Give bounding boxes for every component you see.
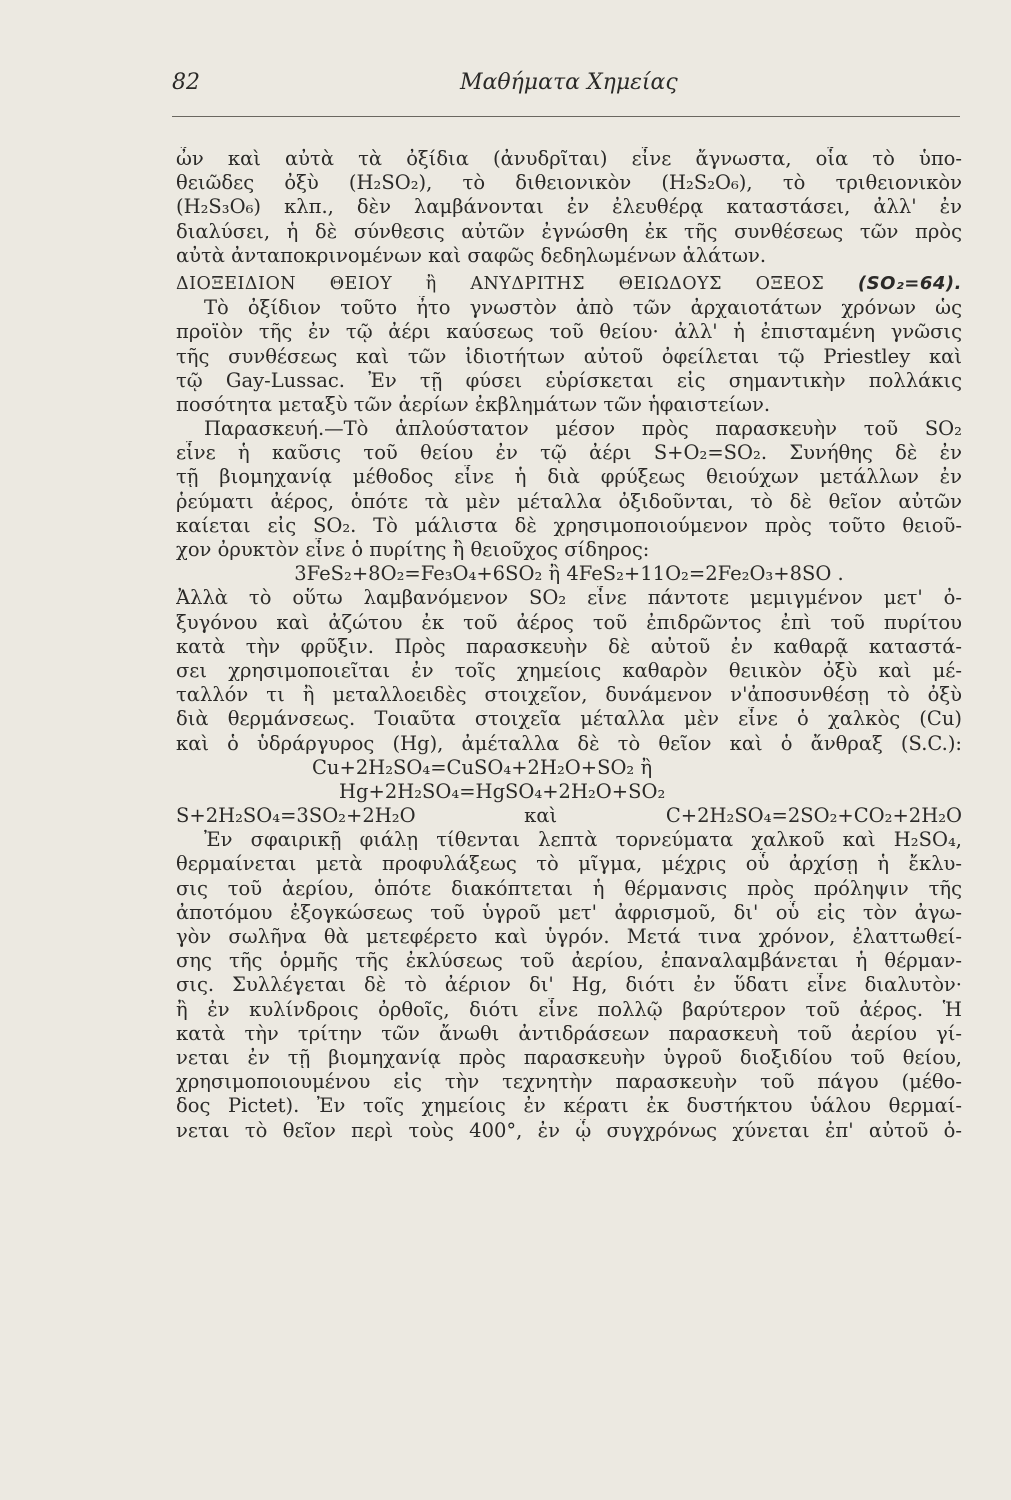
chemical-equation: 3FeS₂+8O₂=Fe₃O₄+6SO₂ ἢ 4FeS₂+11O₂=2Fe₂O₃+8SO .: [294, 562, 844, 586]
text-line: καίεται εἰς SO₂. Τὸ μάλιστα δὲ χρησιμοποιούμενον πρὸς τοῦτο θειοῦ-: [176, 513, 962, 537]
section-heading-formula: (SO₂=64).: [857, 272, 962, 294]
text-line: τῆς συνθέσεως καὶ τῶν ἰδιοτήτων αὐτοῦ ὀφείλεται τῷ Priestley καὶ: [176, 344, 962, 368]
chemical-equation: Hg+2H₂SO₄=HgSO₄+2H₂O+SO₂: [339, 779, 666, 803]
text-line: Τὸ ὀξίδιον τοῦτο ἦτο γνωστὸν ἀπὸ τῶν ἀρχαιοτάτων χρόνων ὡς: [204, 296, 962, 320]
section-heading-title: ΔΙΟΞΕΙΔΙΟΝ ΘΕΙΟΥ ἢ ΑΝΥΔΡΙΤΗΣ ΘΕΙΩΔΟΥΣ ΟΞΕΟΣ: [176, 273, 825, 294]
running-title: Μαθήματα Χημείας: [460, 70, 678, 95]
text-line: ὦν καὶ αὐτὰ τὰ ὀξίδια (ἀνυδρῖται) εἶνε ἄγνωστα, οἷα τὸ ὑπο-: [176, 147, 962, 170]
text-line: Ἐν σφαιρικῇ φιάλῃ τίθενται λεπτὰ τορνεύματα χαλκοῦ καὶ H₂SO₄,: [204, 828, 962, 852]
text-line: νεται ἐν τῇ βιομηχανίᾳ πρὸς παρασκευὴν ὑγροῦ διοξιδίου τοῦ θείου,: [176, 1045, 962, 1069]
text-line: διὰ θερμάνσεως. Τοιαῦτα στοιχεῖα μέταλλα μὲν εἶνε ὁ χαλκὸς (Cu): [176, 707, 962, 731]
text-line: γὸν σωλῆνα θὰ μετεφέρετο καὶ ὑγρόν. Μετά τινα χρόνον, ἐλαττωθεί-: [176, 925, 962, 948]
section-heading: [176, 272, 962, 296]
text-line: εἶνε ἡ καῦσις τοῦ θείου ἐν τῷ ἀέρι S+O₂=SO₂. Συνήθης δὲ ἐν: [176, 441, 962, 465]
text-line: νεται τὸ θεῖον περὶ τοὺς 400°, ἐν ᾧ συγχρόνως χύνεται ἐπ' αὐτοῦ ὀ-: [176, 1118, 962, 1142]
text-line: κατὰ τὴν φρῦξιν. Πρὸς παρασκευὴν δὲ αὐτοῦ ἐν καθαρᾷ καταστά-: [176, 634, 962, 658]
text-line: Ἀλλὰ τὸ οὕτω λαμβανόμενον SO₂ εἶνε πάντοτε μεμιγμένον μετ' ὀ-: [176, 586, 962, 610]
text-line: χον ὀρυκτὸν εἶνε ὁ πυρίτης ἢ θειοῦχος σίδηρος:: [176, 538, 650, 561]
text-line: καὶ ὁ ὑδράργυρος (Hg), ἀμέταλλα δὲ τὸ θεῖον καὶ ὁ ἄνθραξ (S.C.):: [176, 731, 962, 755]
text-line: κατὰ τὴν τρίτην τῶν ἄνωθι ἀντιδράσεων παρασκευὴ τοῦ ἀερίου γί-: [176, 1021, 962, 1045]
text-line: αὐτὰ ἀνταποκρινομένων καὶ σαφῶς δεδηλωμένων ἁλάτων.: [176, 243, 767, 267]
text-line: σις. Συλλέγεται δὲ τὸ ἀέριον δι' Hg, διότι ἐν ὕδατι εἶνε διαλυτὸν·: [176, 973, 962, 997]
text-line: τῷ Gay-Lussac. Ἐν τῇ φύσει εὑρίσκεται εἰς σημαντικὴν πολλάκις: [176, 368, 962, 392]
text-line: τῇ βιομηχανίᾳ μέθοδος εἶνε ἡ διὰ φρύξεως θειούχων μετάλλων ἐν: [176, 465, 962, 489]
text-line: θερμαίνεται μετὰ προφυλάξεως τὸ μῖγμα, μέχρις οὗ ἀρχίσῃ ἡ ἔκλυ-: [176, 852, 962, 876]
page-header: [172, 70, 960, 100]
text-line: σει χρησιμοποιεῖται ἐν τοῖς χημείοις καθαρὸν θειικὸν ὀξὺ καὶ μέ-: [176, 658, 962, 682]
text-line: ξυγόνου καὶ ἀζώτου ἐκ τοῦ ἀέρος τοῦ ἐπιδρῶντος ἐπὶ τοῦ πυρίτου: [176, 610, 962, 634]
text-line: χρησιμοποιουμένου εἰς τὴν τεχνητὴν παρασκευὴν τοῦ πάγου (μέθο-: [176, 1070, 962, 1094]
text-line: θειῶδες ὀξὺ (H₂SO₂), τὸ διθειονικὸν (H₂S₂O₆), τὸ τριθειονικὸν: [176, 171, 962, 195]
text-line: ταλλόν τι ἢ μεταλλοειδὲς στοιχεῖον, δυνάμενον ν'ἀποσυνθέσῃ τὸ ὀξὺ: [176, 683, 962, 707]
text-line: προϊὸν τῆς ἐν τῷ ἀέρι καύσεως τοῦ θείου· ἀλλ' ἡ ἐπισταμένη γνῶσις: [176, 320, 962, 344]
text-line: σις τοῦ ἀερίου, ὁπότε διακόπτεται ἡ θέρμανσις πρὸς πρόληψιν τῆς: [176, 876, 962, 900]
text-line: Παρασκευή.—Τὸ ἁπλούστατον μέσον πρὸς παρασκευὴν τοῦ SO₂: [204, 417, 962, 441]
text-line: σης τῆς ὁρμῆς τῆς ἐκλύσεως τοῦ ἀερίου, ἐπαναλαμβάνεται ἡ θέρμαν-: [176, 949, 962, 973]
text-line: δος Pictet). Ἐν τοῖς χημείοις ἐν κέρατι ἐκ δυστήκτου ὑάλου θερμαί-: [176, 1094, 962, 1118]
text-line: (H₂S₃O₆) κλπ., δὲν λαμβάνονται ἐν ἐλευθέρᾳ καταστάσει, ἀλλ' ἐν: [176, 195, 962, 219]
text-line: ἀποτόμου ἐξογκώσεως τοῦ ὑγροῦ μετ' ἀφρισμοῦ, δι' οὗ εἰς τὸν ἀγω-: [176, 900, 962, 924]
page-number: 82: [172, 70, 200, 95]
chemical-equation: Cu+2H₂SO₄=CuSO₄+2H₂O+SO₂ ἢ: [312, 755, 653, 779]
text-line: διαλύσει, ἡ δὲ σύνθεσις αὐτῶν ἐγνώσθη ἐκ τῆς συνθέσεως τῶν πρὸς: [176, 219, 962, 243]
text-line: ῥεύματι ἀέρος, ὁπότε τὰ μὲν μέταλλα ὀξιδοῦνται, τὸ δὲ θεῖον αὐτῶν: [176, 489, 962, 513]
body-text: [176, 147, 962, 1143]
text-line: ποσότητα μεταξὺ τῶν ἀερίων ἐκβλημάτων τῶν ἡφαιστείων.: [176, 392, 771, 416]
text-line: ἢ ἐν κυλίνδροις ὀρθοῖς, διότι εἶνε πολλῷ βαρύτερον τοῦ ἀέρος. Ἡ: [176, 997, 962, 1021]
header-rule: [172, 116, 960, 117]
chemical-equation: S+2H₂SO₄=3SO₂+2H₂O καὶ C+2H₂SO₄=2SO₂+CO₂+2H₂O: [176, 804, 962, 828]
